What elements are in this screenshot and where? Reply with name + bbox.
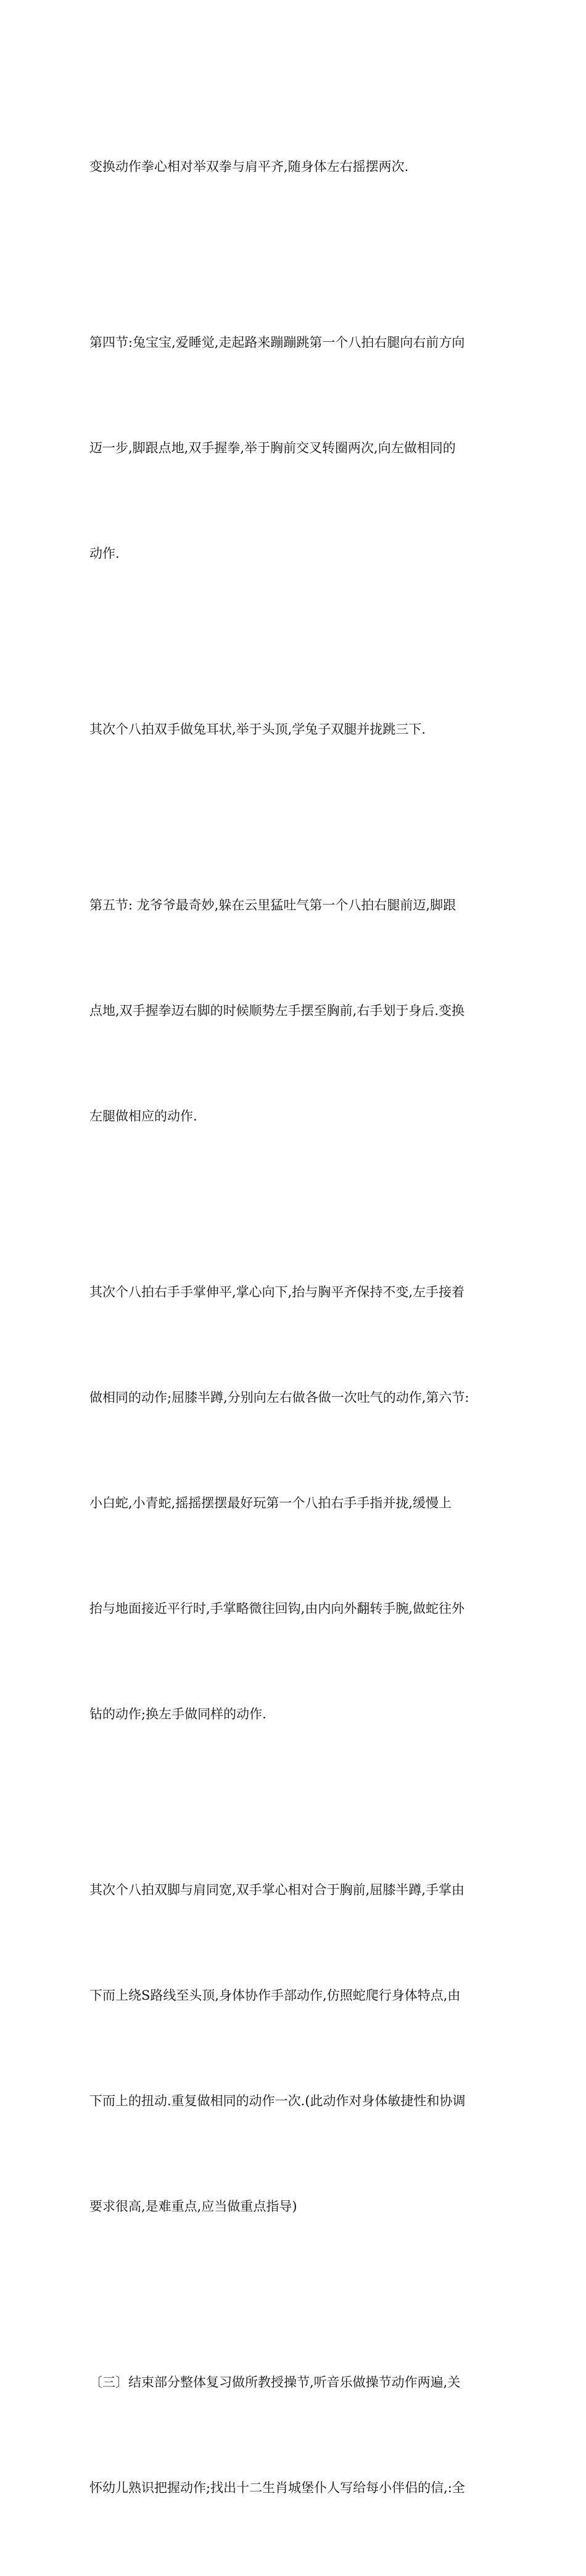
text-line: 点地,双手握拳迈右脚的时候顺势左手摆至胸前,右手划于身后.变换 (89, 1003, 465, 1018)
text-line: 其次个八拍右手手掌伸平,掌心向下,抬与胸平齐保持不变,左手接着 (89, 1285, 465, 1299)
paragraph-4 (89, 818, 503, 1204)
text-line: 下而上绕S路线至头顶,身体协作手部动作,仿照蛇爬行身体特点,由 (89, 1988, 461, 2003)
text-line: 做相同的动作;屈膝半蹲,分别向左右做各做一次吐气的动作,第六节: (89, 1390, 469, 1405)
text-line: 要求很高,是难重点,应当做重点指导) (89, 2199, 297, 2214)
text-line: 动作. (89, 546, 120, 561)
text-line: 〔三〕结束部分整体复习做所教授操节,听音乐做操节动作两遍,关 (89, 2375, 461, 2390)
text-line: 其次个八拍双手做兔耳状,举于头顶,学兔子双腿并拢跳三下. (89, 722, 426, 737)
text-line: 钻的动作;换左手做同样的动作. (89, 1707, 266, 1721)
paragraph-7 (89, 2295, 503, 2576)
text-line: 变换动作拳心相对举双拳与肩平齐,随身体左右摇摆两次. (89, 159, 409, 174)
text-line: 其次个八拍双脚与肩同宽,双手掌心相对合于胸前,屈膝半蹲,手掌由 (89, 1882, 465, 1897)
text-line: 第四节:兔宝宝,爱睡觉,走起路来蹦蹦跳第一个八拍右腿向右前方向 (89, 335, 465, 350)
paragraph-6 (89, 1802, 503, 2295)
paragraph-3 (89, 642, 503, 818)
document-body (89, 79, 503, 2576)
text-line: 迈一步,脚跟点地,双手握拳,举于胸前交叉转圈两次,向左做相同的 (89, 441, 456, 455)
paragraph-1 (89, 79, 503, 255)
text-line: 左腿做相应的动作. (89, 1109, 197, 1124)
text-line: 第五节: 龙爷爷最奇妙,躲在云里猛吐气第一个八拍右腿前迈,脚跟 (89, 898, 456, 913)
text-line: 怀幼儿熟识把握动作;找出十二生肖城堡仆人写给每小伴侣的信,:全 (89, 2480, 465, 2495)
text-line: 小白蛇,小青蛇,摇摇摆摆最好玩第一个八拍右手手指并拢,缓慢上 (89, 1496, 452, 1510)
text-line: 下而上的扭动.重复做相同的动作一次.(此动作对身体敏捷性和协调 (89, 2094, 466, 2108)
paragraph-5 (89, 1204, 503, 1802)
paragraph-2 (89, 255, 503, 642)
text-line: 抬与地面接近平行时,手掌略微往回钩,由内向外翻转手腕,做蛇往外 (89, 1601, 465, 1616)
